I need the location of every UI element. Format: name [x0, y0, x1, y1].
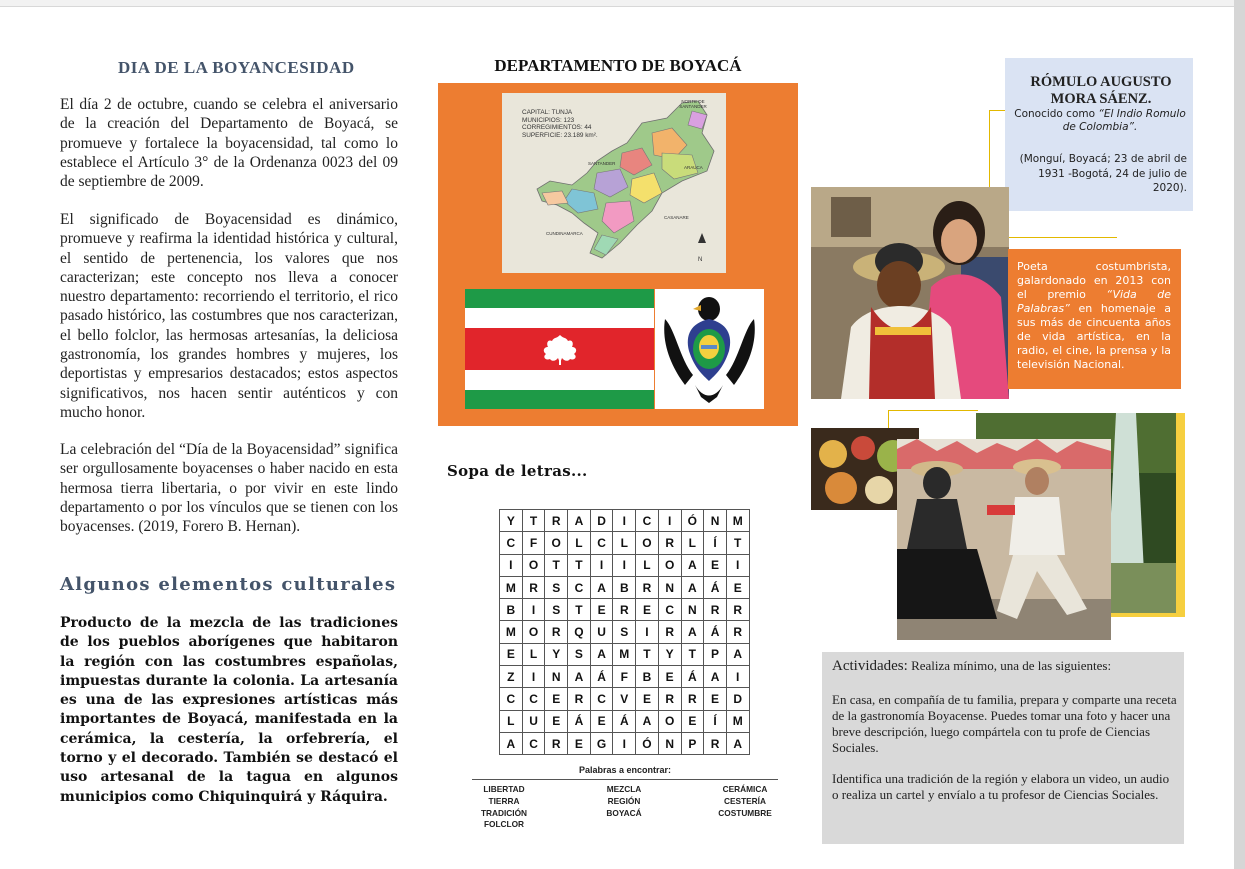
grid-cell[interactable]: B [500, 599, 523, 621]
grid-cell[interactable]: C [658, 599, 681, 621]
map-north-label: N [698, 257, 703, 263]
grid-cell[interactable]: D [726, 688, 749, 710]
connector-line [989, 110, 1005, 111]
wordsearch-title: Sopa de letras... [447, 462, 588, 480]
word-item: COSTUMBRE [718, 807, 772, 818]
grid-cell[interactable]: E [590, 710, 613, 732]
grid-cell[interactable]: E [681, 710, 704, 732]
grid-cell[interactable]: R [658, 532, 681, 554]
grid-cell[interactable]: R [522, 576, 545, 598]
connector-line [888, 410, 978, 411]
grid-cell[interactable]: Á [568, 710, 591, 732]
grid-cell[interactable]: Á [681, 666, 704, 688]
grid-cell[interactable]: A [568, 510, 591, 532]
grid-cell[interactable]: R [681, 688, 704, 710]
activities-header: Actividades: Realiza mínimo, una de las siguientes: [832, 658, 1112, 674]
grid-cell[interactable]: R [613, 599, 636, 621]
grid-row [500, 666, 750, 688]
word-item: TIERRA [488, 795, 520, 806]
grid-cell[interactable]: B [613, 576, 636, 598]
grid-cell[interactable]: E [590, 599, 613, 621]
grid-cell[interactable]: E [726, 576, 749, 598]
grid-cell[interactable]: I [613, 510, 636, 532]
grid-cell[interactable]: I [613, 554, 636, 576]
flag-stripe-white-top [465, 308, 654, 328]
celebration-paragraph: La celebración del “Día de la Boyacensidad” significa ser orgullosamente boyacenses o haber nacido en esta hermosa tierra libertaria, o por vivir en este lindo departamento o por los vínculos que se tienen con los boyacenses. (2019, Forero B. Hernan). [60, 441, 398, 536]
department-map [502, 93, 726, 273]
eagle-shield-icon [655, 289, 764, 409]
grid-cell[interactable]: B [636, 666, 659, 688]
grid-cell[interactable]: M [726, 710, 749, 732]
flag-stripe-white-bottom [465, 370, 654, 390]
grid-cell[interactable]: O [522, 554, 545, 576]
grid-cell[interactable]: M [726, 510, 749, 532]
map-label-arauca: ARAUCA [684, 165, 703, 170]
grid-cell[interactable]: R [568, 688, 591, 710]
boyaca-coat-of-arms [655, 289, 764, 409]
grid-cell[interactable]: A [726, 643, 749, 665]
grid-cell[interactable]: E [704, 688, 727, 710]
grid-cell[interactable]: Á [590, 666, 613, 688]
grid-row [500, 554, 750, 576]
grid-cell[interactable]: Í [704, 710, 727, 732]
portrait-photo [811, 187, 1009, 399]
grid-cell[interactable]: P [704, 643, 727, 665]
grid-cell[interactable]: I [522, 666, 545, 688]
grid-cell[interactable]: A [681, 621, 704, 643]
grid-cell[interactable]: Q [568, 621, 591, 643]
word-item: BOYACÁ [606, 807, 642, 818]
grid-cell[interactable]: F [522, 532, 545, 554]
grid-cell[interactable]: I [590, 554, 613, 576]
grid-cell[interactable]: M [500, 621, 523, 643]
word-item: REGIÓN [607, 795, 641, 806]
grid-cell[interactable]: E [568, 732, 591, 754]
grid-cell[interactable]: A [726, 732, 749, 754]
wordsearch-grid [499, 509, 750, 755]
grid-cell[interactable]: R [704, 732, 727, 754]
grid-cell[interactable]: R [726, 621, 749, 643]
grid-cell[interactable]: C [590, 688, 613, 710]
grid-cell[interactable]: P [681, 732, 704, 754]
bio-known-as: Conocido como “El Indio Romulo de Colombia”. [1014, 108, 1186, 133]
grid-row [500, 576, 750, 598]
grid-cell[interactable]: E [658, 666, 681, 688]
grid-cell[interactable]: I [636, 621, 659, 643]
scrollbar[interactable] [1234, 0, 1245, 869]
grid-cell[interactable]: N [658, 576, 681, 598]
grid-row [500, 710, 750, 732]
grid-cell[interactable]: C [522, 732, 545, 754]
grid-cell[interactable]: O [522, 621, 545, 643]
words-list-title: Palabras a encontrar: [578, 765, 672, 775]
grid-cell[interactable]: Í [704, 532, 727, 554]
map-label-casanare: CASANARE [664, 215, 689, 220]
main-title: DIA DE LA BOYANCESIDAD [118, 58, 355, 77]
grid-cell[interactable]: R [545, 732, 568, 754]
grid-cell[interactable]: E [500, 643, 523, 665]
grid-cell[interactable]: C [568, 576, 591, 598]
grid-cell[interactable]: V [613, 688, 636, 710]
map-label-cundinamarca: CUNDINAMARCA [546, 231, 583, 236]
grid-cell[interactable]: Y [500, 510, 523, 532]
grid-cell[interactable]: E [636, 599, 659, 621]
grid-cell[interactable]: A [704, 666, 727, 688]
grid-cell[interactable]: L [636, 554, 659, 576]
grid-cell[interactable]: N [545, 666, 568, 688]
grid-cell[interactable]: A [636, 710, 659, 732]
grid-cell[interactable]: O [545, 532, 568, 554]
grid-cell[interactable]: A [590, 576, 613, 598]
grid-cell[interactable]: Y [658, 643, 681, 665]
words-divider [472, 779, 778, 780]
grid-row [500, 510, 750, 532]
grid-cell[interactable]: N [681, 599, 704, 621]
map-label-norte-santander: NORTE DE SANTANDER [679, 99, 707, 109]
grid-row [500, 532, 750, 554]
bio-name: RÓMULO AUGUSTO MORA SÁENZ. [1030, 74, 1172, 107]
grid-cell[interactable]: R [726, 599, 749, 621]
grid-cell[interactable]: S [568, 643, 591, 665]
grid-cell[interactable]: L [500, 710, 523, 732]
grid-cell[interactable]: T [726, 532, 749, 554]
grid-cell[interactable]: C [590, 532, 613, 554]
words-column-2 [592, 784, 656, 819]
grid-cell[interactable]: N [704, 510, 727, 532]
grid-cell[interactable]: T [636, 643, 659, 665]
grid-row [500, 599, 750, 621]
grid-row [500, 732, 750, 754]
grid-cell[interactable]: O [636, 532, 659, 554]
grid-cell[interactable]: R [658, 688, 681, 710]
boyaca-flag [465, 289, 654, 409]
grid-cell[interactable]: Z [500, 666, 523, 688]
grid-cell[interactable]: U [590, 621, 613, 643]
grid-cell[interactable]: Á [704, 621, 727, 643]
grid-cell[interactable]: T [522, 510, 545, 532]
word-item: FOLCLOR [483, 819, 525, 830]
grid-cell[interactable]: I [726, 554, 749, 576]
grid-cell[interactable]: F [613, 666, 636, 688]
grid-cell[interactable]: T [681, 643, 704, 665]
grid-cell[interactable]: A [681, 554, 704, 576]
grid-cell[interactable]: I [522, 599, 545, 621]
grid-cell[interactable]: O [658, 710, 681, 732]
grid-cell[interactable]: R [545, 621, 568, 643]
grid-cell[interactable]: R [636, 576, 659, 598]
grid-cell[interactable]: L [613, 532, 636, 554]
grid-cell[interactable]: C [500, 532, 523, 554]
grid-cell[interactable]: T [545, 554, 568, 576]
word-item: MEZCLA [606, 784, 642, 794]
culture-paragraph: Producto de la mezcla de las tradiciones de los pueblos aborígenes que habitaron la región con las costumbres españolas, impuestas durante la colonia. La artesanía es una de las expresiones artísticas más importantes de Boyacá, manifestada en la cerámica, la cestería, la orfebrería, el torno y el decorado. También se destacó el uso artesanal de la tagua en algunos municipios como Chiquinquirá y Ráquira. [60, 615, 398, 805]
grid-cell[interactable]: I [613, 732, 636, 754]
map-label-santander: SANTANDER [588, 161, 616, 166]
words-column-3 [710, 784, 780, 819]
flag-image [465, 289, 654, 409]
grid-cell[interactable]: N [658, 732, 681, 754]
grid-cell[interactable]: S [545, 576, 568, 598]
grid-cell[interactable]: E [704, 554, 727, 576]
grid-cell[interactable]: M [613, 643, 636, 665]
grid-cell[interactable]: T [568, 554, 591, 576]
grid-cell[interactable]: A [568, 666, 591, 688]
grid-cell[interactable]: A [590, 643, 613, 665]
bio-dates: (Monguí, Boyacá; 23 de abril de 1931 -Bogotá, 24 de julio de 2020). [1019, 153, 1187, 194]
grid-cell[interactable]: R [704, 599, 727, 621]
grid-cell[interactable]: I [658, 510, 681, 532]
grid-cell[interactable]: S [613, 621, 636, 643]
flag-stripe-green-top [465, 289, 654, 308]
grid-cell[interactable]: D [590, 510, 613, 532]
grid-cell[interactable]: I [500, 554, 523, 576]
grid-row [500, 621, 750, 643]
words-column-1 [472, 784, 536, 831]
grid-cell[interactable]: L [681, 532, 704, 554]
grid-cell[interactable]: R [545, 510, 568, 532]
grid-cell[interactable]: I [726, 666, 749, 688]
poet-description: Poeta costumbrista, galardonado en 2013 con el premio “Vida de Palabras” en homenaje a sus más de cincuenta años de vida artística, en la radio, el cine, la prensa y la televisión Nacional. [1017, 260, 1171, 371]
grid-cell[interactable]: Á [613, 710, 636, 732]
culture-subtitle: Algunos elementos culturales [60, 574, 397, 595]
grid-cell[interactable]: E [545, 710, 568, 732]
meaning-paragraph: El significado de Boyacensidad es dinámico, promueve y reafirma la identidad histórica y cultural, el sentido de pertenencia, los valores que nos caracterizan; este concepto nos lleva a conocer nuestro departamento: recorriendo el territorio, el rico pasado histórico, las costumbres que nos caracterizan, el bello folclor, las hermosas artesanías, la deliciosa gastronomía, los grandes hombres y mujeres, los deportistas y empresarios destacados; estos aspectos significativos, nos hacen sentir auténticos y con mucho honor. [60, 211, 398, 421]
biography-box [1005, 58, 1193, 211]
grid-cell[interactable]: G [590, 732, 613, 754]
grid-cell[interactable]: U [522, 710, 545, 732]
word-item: TRADICIÓN [480, 807, 528, 818]
grid-row [500, 688, 750, 710]
map-info-text: CAPITAL: TUNJA MUNICIPIOS: 123 CORREGIMIENTOS: 44 SUPERFICIE: 23.189 km². [522, 109, 598, 139]
department-title: DEPARTAMENTO DE BOYACÁ [494, 56, 742, 75]
grid-cell[interactable]: O [658, 554, 681, 576]
grid-cell[interactable]: C [500, 688, 523, 710]
grid-cell[interactable]: C [522, 688, 545, 710]
word-item: CESTERÍA [724, 795, 766, 806]
grid-cell[interactable]: A [500, 732, 523, 754]
grid-row [500, 643, 750, 665]
grid-cell[interactable]: Y [545, 643, 568, 665]
grid-cell[interactable]: Á [704, 576, 727, 598]
grid-cell[interactable]: E [545, 688, 568, 710]
activity-2: Identifica una tradición de la región y elabora un video, un audio o realiza un cartel y envíalo a tu profesor de Ciencias Sociales. [832, 771, 1170, 802]
grid-cell[interactable]: S [545, 599, 568, 621]
intro-paragraph: El día 2 de octubre, cuando se celebra el aniversario de la creación del Departamento de Boyacá, se promueve y fortalece la boyacensidad, tal como lo establece el Artículo 3° de la Ordenanza 0023 del 09 de septiembre de 2009. [60, 96, 398, 191]
flag-stripe-green-bottom [465, 390, 654, 409]
window-top-border [0, 0, 1245, 7]
grid-cell[interactable]: C [636, 510, 659, 532]
activities-box [822, 652, 1184, 844]
grid-cell[interactable]: R [658, 621, 681, 643]
grid-cell[interactable]: A [681, 576, 704, 598]
grid-cell[interactable]: Ó [681, 510, 704, 532]
activity-1: En casa, en compañía de tu familia, prepara y comparte una receta de la gastronomía Boyacense. Puedes tomar una foto y hacer una breve descripción, luego compártela con tu profe de Ciencias Sociales. [832, 692, 1177, 755]
word-item: CERÁMICA [722, 784, 768, 794]
dance-photo [897, 439, 1111, 640]
word-item: LIBERTAD [483, 784, 525, 794]
grid-cell[interactable]: E [636, 688, 659, 710]
grid-cell[interactable]: T [568, 599, 591, 621]
grid-cell[interactable]: M [500, 576, 523, 598]
poet-description-box [1008, 249, 1181, 389]
grid-cell[interactable]: L [568, 532, 591, 554]
grid-cell[interactable]: Ó [636, 732, 659, 754]
grid-cell[interactable]: L [522, 643, 545, 665]
